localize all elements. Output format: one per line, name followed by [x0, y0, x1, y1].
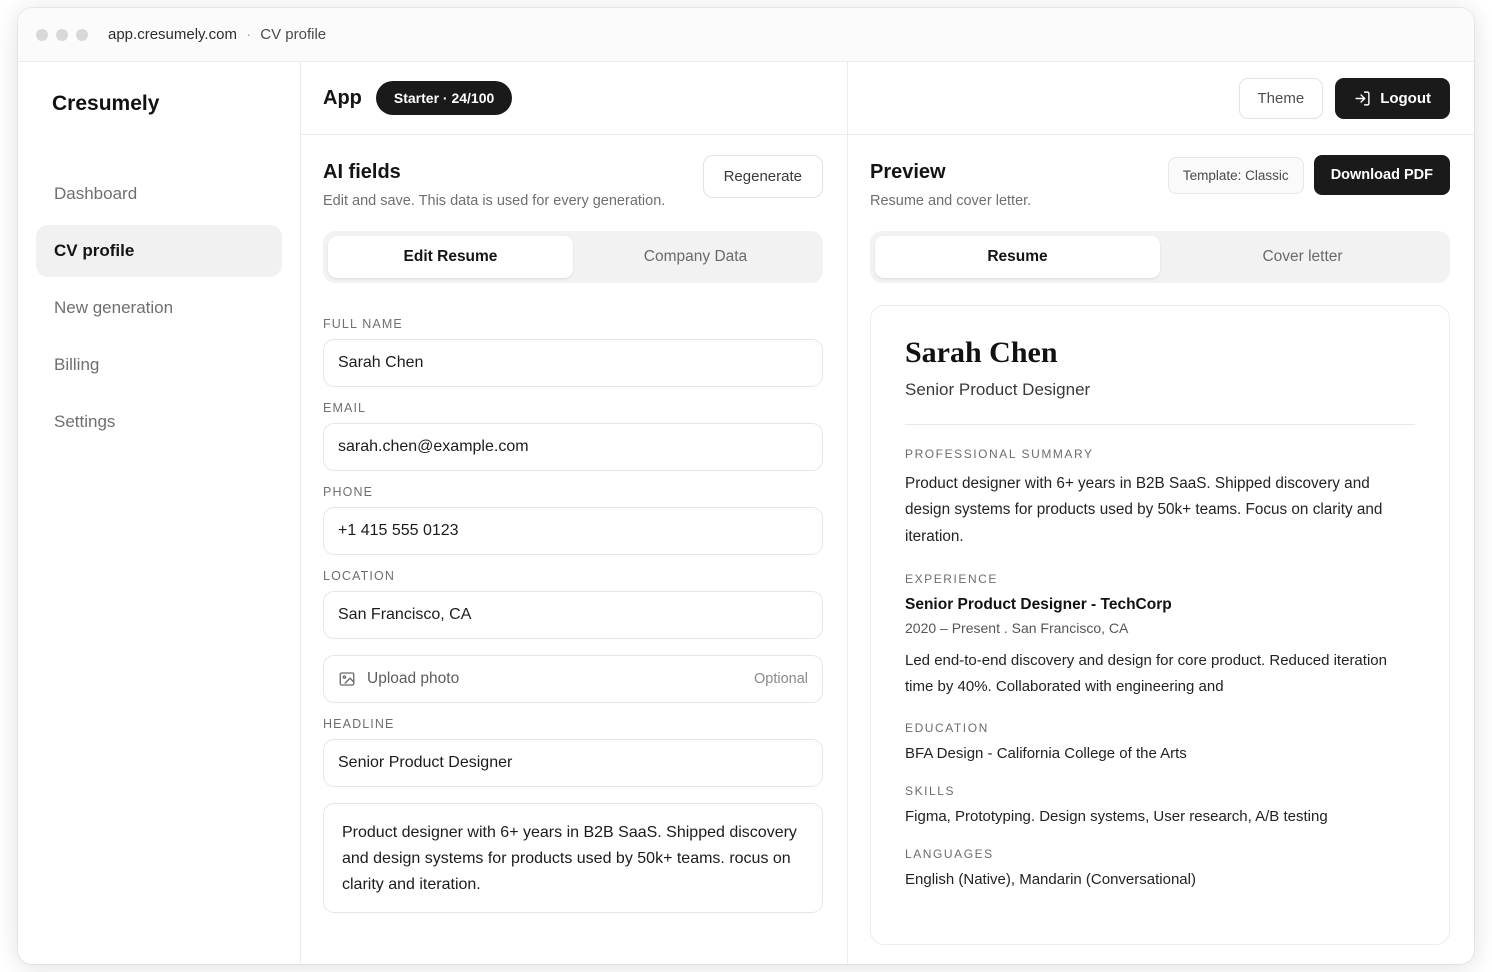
preview-title: Preview: [870, 161, 946, 183]
preview-tabs: [870, 231, 1450, 283]
url-page: CV profile: [260, 26, 327, 43]
full-name-input[interactable]: Sarah Chen: [323, 339, 823, 387]
logout-button[interactable]: [1335, 78, 1450, 119]
theme-button[interactable]: Theme: [1239, 78, 1324, 119]
url-separator: ·: [246, 26, 252, 43]
preview-body: [848, 283, 1474, 945]
languages-text: English (Native), Mandarin (Conversational): [905, 871, 1196, 889]
window-controls[interactable]: [36, 29, 88, 41]
resume-form: [301, 283, 847, 913]
logout-label: Logout: [1380, 89, 1431, 107]
sidebar-item-settings[interactable]: [36, 396, 282, 448]
close-icon[interactable]: [36, 29, 48, 41]
tab-edit-resume[interactable]: Edit Resume: [328, 236, 573, 278]
download-pdf-button[interactable]: Download PDF: [1314, 155, 1450, 195]
preview-topbar: [848, 62, 1474, 135]
summary-textarea[interactable]: Product designer with 6+ years in B2B SaaS. Shipped discovery and design systems for products used by 50k+ teams. rocus on clarity and iteration.: [323, 803, 823, 913]
sidebar-item-label: New generation: [54, 298, 174, 317]
image-icon: [338, 670, 356, 688]
experience-title: Senior Product Designer - TechCorp: [905, 595, 1172, 613]
full-name-label: FULL NAME: [323, 317, 403, 331]
tab-company-data[interactable]: Company Data: [643, 248, 748, 265]
section-heading-languages: LANGUAGES: [905, 847, 994, 862]
sidebar-item-dashboard[interactable]: [36, 168, 282, 220]
fields-tabs: [323, 231, 823, 283]
sidebar-nav: [18, 152, 300, 448]
resume-role: Senior Product Designer: [905, 380, 1091, 399]
sidebar-item-label: Dashboard: [54, 184, 138, 203]
tab-cover-letter[interactable]: Cover letter: [1262, 248, 1343, 265]
plan-badge: Starter · 24/100: [376, 81, 512, 115]
page-subtitle: Edit and save. This data is used for every generation.: [323, 193, 666, 209]
sidebar-item-billing[interactable]: [36, 339, 282, 391]
app-body: [18, 62, 1474, 964]
skills-text: Figma, Prototyping. Design systems, User research, A/B testing: [905, 808, 1328, 826]
headline-label: HEADLINE: [323, 717, 395, 731]
preview-subtitle: Resume and cover letter.: [870, 193, 1032, 209]
phone-label: PHONE: [323, 485, 374, 499]
resume-preview-card: [870, 305, 1450, 945]
regenerate-button[interactable]: Regenerate: [703, 155, 823, 198]
sidebar-item-new-generation[interactable]: [36, 282, 282, 334]
tab-resume[interactable]: Resume: [875, 236, 1160, 278]
section-heading-education: EDUCATION: [905, 721, 989, 736]
url-host: app.cresumely.com: [108, 26, 237, 43]
main-area: [301, 62, 1474, 964]
sidebar-item-cv-profile[interactable]: [36, 225, 282, 277]
maximize-icon[interactable]: [76, 29, 88, 41]
upload-photo-button[interactable]: [323, 655, 823, 703]
page-title: AI fields: [323, 161, 401, 183]
phone-input[interactable]: +1 415 555 0123: [323, 507, 823, 555]
minimize-icon[interactable]: [56, 29, 68, 41]
ai-fields-column: [301, 62, 848, 964]
resume-name: Sarah Chen: [905, 336, 1058, 369]
section-heading-skills: SKILLS: [905, 784, 956, 799]
experience-body: Led end-to-end discovery and design for core product. Reduced iteration time by 40%. Collaborated with engineering and: [905, 651, 1387, 695]
logout-icon: [1354, 90, 1371, 107]
section-heading-summary: PROFESSIONAL SUMMARY: [905, 447, 1094, 461]
address-bar[interactable]: [108, 26, 326, 43]
resume-summary-text: Product designer with 6+ years in B2B SaaS. Shipped discovery and design systems for products used by 50k+ teams. Focus on clarity and iteration.: [905, 475, 1383, 545]
upload-optional-tag: Optional: [753, 671, 808, 687]
brand-logo: Cresumely: [52, 92, 160, 115]
template-selector[interactable]: Template: Classic: [1168, 157, 1304, 194]
section-heading-experience: EXPERIENCE: [905, 571, 998, 586]
email-label: EMAIL: [323, 401, 367, 415]
sidebar-item-label: Settings: [54, 412, 116, 431]
sidebar: [18, 62, 301, 964]
headline-input[interactable]: Senior Product Designer: [323, 739, 823, 787]
preview-column: [848, 62, 1474, 964]
sidebar-item-label: CV profile: [54, 241, 135, 260]
ai-fields-header: [301, 135, 847, 209]
titlebar: [18, 8, 1474, 62]
app-topbar: [301, 62, 847, 135]
education-text: BFA Design - California College of the Arts: [905, 745, 1187, 763]
upload-photo-label: Upload photo: [367, 670, 460, 687]
app-title: App: [323, 86, 362, 109]
experience-meta: 2020 – Present . San Francisco, CA: [905, 619, 1129, 636]
divider: [905, 424, 1415, 425]
location-label: LOCATION: [323, 569, 395, 583]
preview-header: [848, 135, 1474, 209]
sidebar-item-label: Billing: [54, 355, 100, 374]
browser-window: [18, 8, 1474, 964]
email-input[interactable]: sarah.chen@example.com: [323, 423, 823, 471]
location-input[interactable]: San Francisco, CA: [323, 591, 823, 639]
